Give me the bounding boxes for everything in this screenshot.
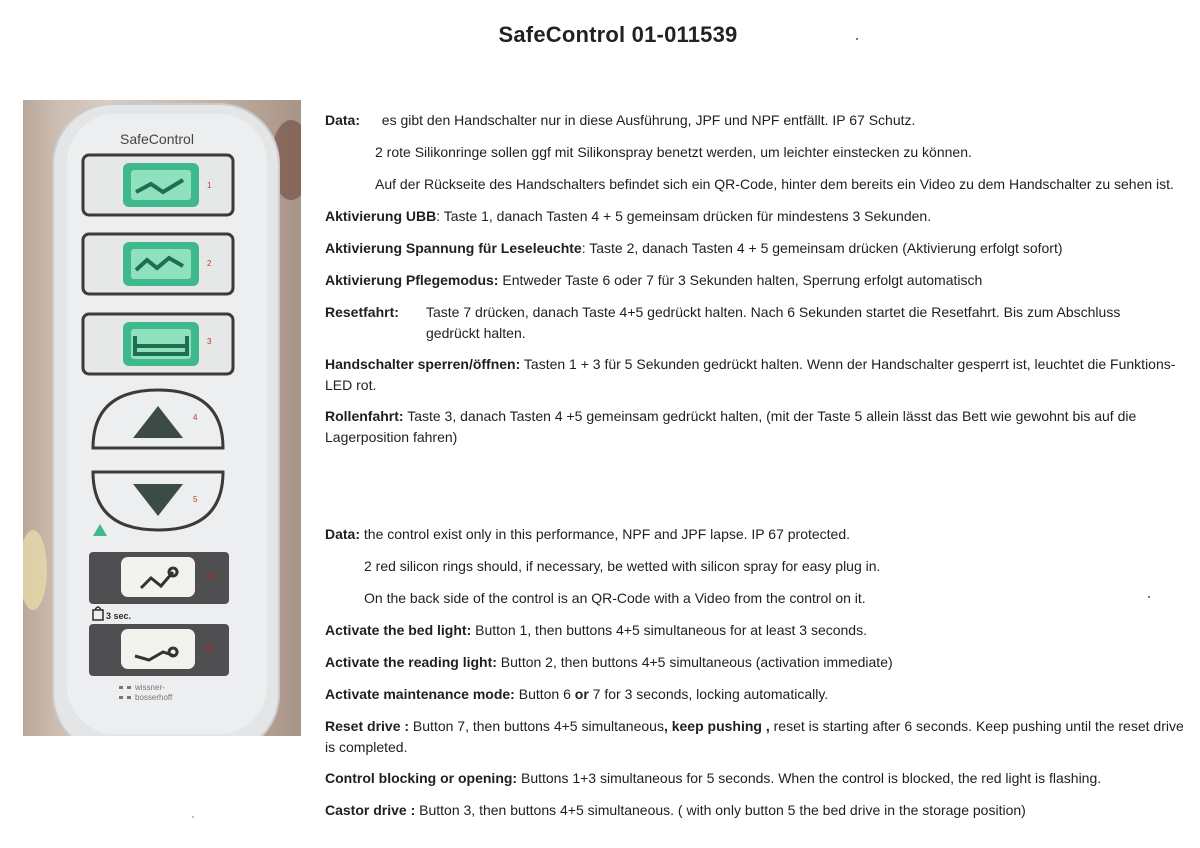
de-lamp-label: Aktivierung Spannung für Leseleuchte bbox=[325, 240, 582, 256]
en-bedlight-label: Activate the bed light: bbox=[325, 622, 472, 638]
en-reading bbox=[325, 652, 893, 673]
en-data-text1: the control exist only in this performance, NPF and JPF lapse. IP 67 protected. bbox=[360, 526, 851, 542]
en-maint-text-b: 7 for 3 seconds, locking automatically. bbox=[588, 686, 829, 702]
de-care-text: Entweder Taste 6 oder 7 für 3 Sekunden halten, Sperrung erfolgt automatisch bbox=[498, 272, 983, 288]
de-reset-label: Resetfahrt: bbox=[325, 304, 399, 320]
en-bedlight-text: Button 1, then buttons 4+5 simultaneous for at least 3 seconds. bbox=[471, 622, 867, 638]
de-castor bbox=[325, 406, 1185, 448]
button-1[interactable] bbox=[83, 155, 233, 215]
en-reading-text: Button 2, then buttons 4+5 simultaneous (activation immediate) bbox=[496, 654, 893, 670]
en-maint bbox=[325, 684, 828, 705]
de-ubb-text: : Taste 1, danach Tasten 4 + 5 gemeinsam drücken für mindestens 3 Sekunden. bbox=[436, 208, 932, 224]
de-lock-text: Tasten 1 + 3 für 5 Sekunden gedrückt halten. Wenn der Handschalter gesperrt ist, leuchtet die Funktions-LED rot. bbox=[325, 356, 1176, 393]
en-reset-keep: , keep pushing , bbox=[663, 718, 770, 734]
en-maint-label: Activate maintenance mode: bbox=[325, 686, 515, 702]
en-block-text: Buttons 1+3 simultaneous for 5 seconds. When the control is blocked, the red light is flashing. bbox=[517, 770, 1102, 786]
en-reset-text-a: Button 7, then buttons 4+5 simultaneous bbox=[409, 718, 664, 734]
button-3[interactable] bbox=[83, 314, 233, 374]
en-bedlight bbox=[325, 620, 867, 641]
de-data-text1: es gibt den Handschalter nur in diese Ausführung, JPF und NPF entfällt. IP 67 Schutz. bbox=[381, 112, 916, 128]
hand-control-photo bbox=[23, 100, 301, 736]
en-reset bbox=[325, 716, 1185, 758]
svg-text:1: 1 bbox=[207, 181, 212, 190]
en-data-label: Data: bbox=[325, 526, 361, 542]
scan-speck bbox=[856, 38, 858, 40]
de-ubb bbox=[325, 206, 931, 227]
de-care-label: Aktivierung Pflegemodus: bbox=[325, 272, 499, 288]
svg-text:5: 5 bbox=[193, 495, 198, 504]
hand-control-illustration bbox=[23, 100, 301, 736]
svg-text:2: 2 bbox=[207, 259, 212, 268]
en-maint-text-a: Button 6 bbox=[514, 686, 575, 702]
de-lamp-text: : Taste 2, danach Tasten 4 + 5 gemeinsam drücken (Aktivierung erfolgt sofort) bbox=[581, 240, 1063, 256]
scan-speck bbox=[1148, 596, 1150, 598]
en-data-line1 bbox=[325, 524, 850, 545]
svg-text:3: 3 bbox=[207, 337, 212, 346]
en-data-line2: 2 red silicon rings should, if necessary, be wetted with silicon spray for easy plug in. bbox=[364, 558, 881, 574]
en-castor bbox=[325, 800, 1026, 821]
en-maint-or: or bbox=[574, 686, 589, 702]
en-reset-text-b: reset is starting after 6 seconds. Keep pushing until the reset drive is completed. bbox=[325, 718, 1184, 755]
de-reset-text: Taste 7 drücken, danach Taste 4+5 gedrückt halten. Nach 6 Sekunden startet die Resetfahrt. Bis zum Abschluss gedrückt halten. bbox=[426, 304, 1121, 341]
en-block-label: Control blocking or opening: bbox=[325, 770, 518, 786]
de-castor-label: Rollenfahrt: bbox=[325, 408, 404, 424]
document-title: SafeControl 01-011539 bbox=[498, 22, 738, 47]
de-lock-label: Handschalter sperren/öffnen: bbox=[325, 356, 521, 372]
en-castor-text: Button 3, then buttons 4+5 simultaneous. ( with only button 5 the bed drive in the storage position) bbox=[415, 802, 1026, 818]
svg-text:bosserhoff: bosserhoff bbox=[135, 693, 173, 702]
de-data-line2: 2 rote Silikonringe sollen ggf mit Silikonspray benetzt werden, um leichter einstecken zu können. bbox=[375, 144, 972, 160]
de-ubb-label: Aktivierung UBB bbox=[325, 208, 437, 224]
en-block bbox=[325, 768, 1101, 789]
de-data-label: Data: bbox=[325, 112, 361, 128]
de-castor-text: Taste 3, danach Tasten 4 +5 gemeinsam gedrückt halten, (mit der Taste 5 allein lässt das Bett wie gewohnt bis auf die Lagerposition fahren) bbox=[325, 408, 1137, 445]
en-data-line3: On the back side of the control is an QR-Code with a Video from the control on it. bbox=[364, 590, 866, 606]
button-6[interactable] bbox=[89, 552, 229, 604]
de-care bbox=[325, 270, 982, 291]
de-lamp bbox=[325, 238, 1063, 259]
svg-text:4: 4 bbox=[193, 413, 198, 422]
scan-speck bbox=[192, 816, 194, 818]
svg-text:3 sec.: 3 sec. bbox=[106, 611, 132, 621]
button-2[interactable] bbox=[83, 234, 233, 294]
svg-text:wissner-: wissner- bbox=[135, 683, 165, 692]
de-data-line1 bbox=[325, 110, 915, 131]
brand-label: SafeControl bbox=[120, 131, 194, 147]
button-7[interactable] bbox=[89, 624, 229, 676]
en-reading-label: Activate the reading light: bbox=[325, 654, 497, 670]
de-data-line3: Auf der Rückseite des Handschalters befindet sich ein QR-Code, hinter dem bereits ein Video zu dem Handschalter zu sehen ist. bbox=[375, 176, 1174, 192]
de-lock bbox=[325, 354, 1185, 396]
en-castor-label: Castor drive : bbox=[325, 802, 416, 818]
en-reset-label: Reset drive : bbox=[325, 718, 410, 734]
